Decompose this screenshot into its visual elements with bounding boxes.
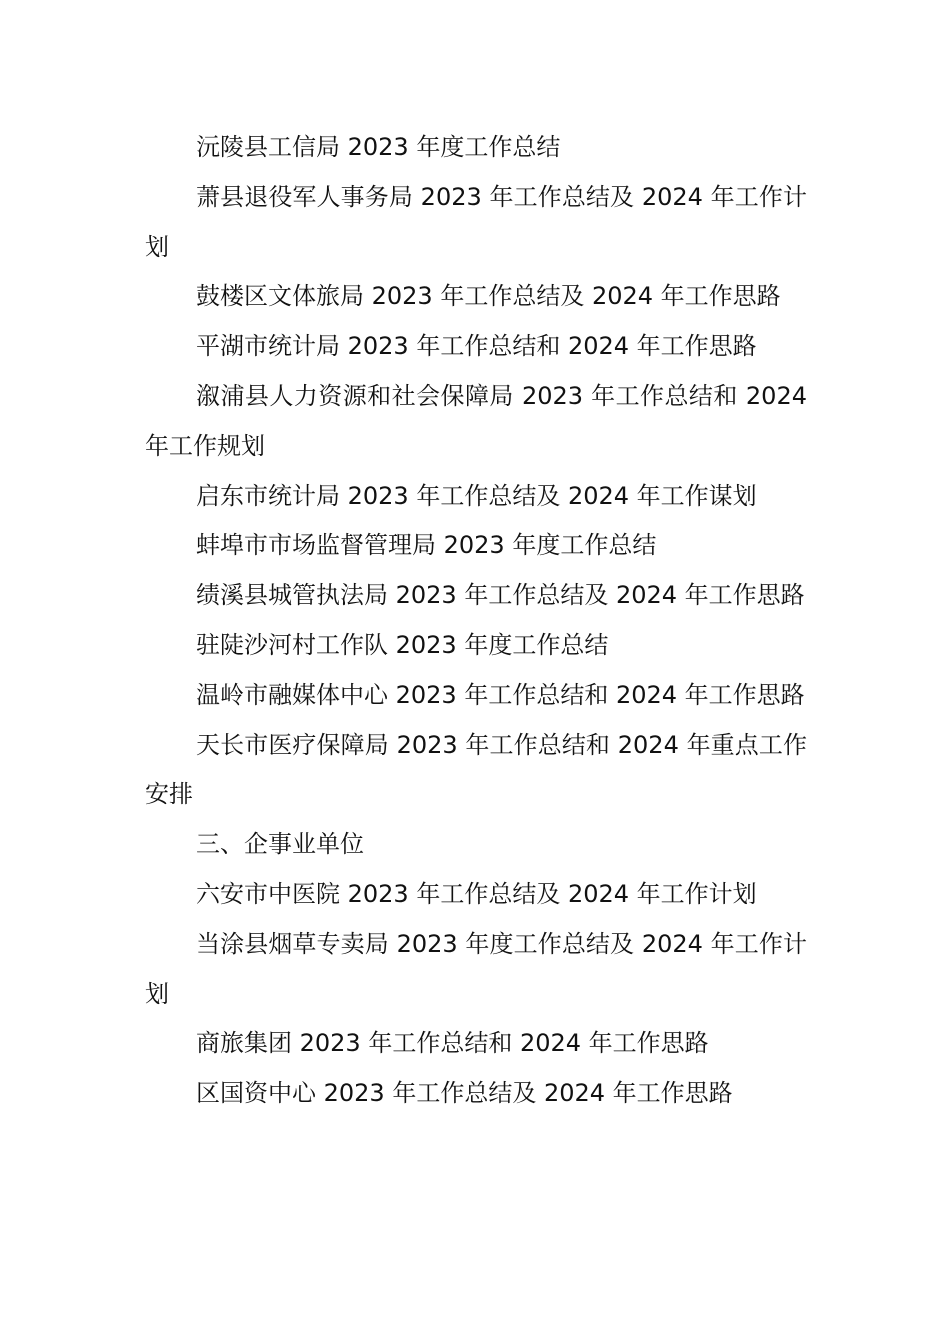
section-heading: 三、企事业单位 [196,830,364,859]
list-item: 驻陡沙河村工作队 2023 年度工作总结 [196,630,609,659]
list-item: 区国资中心 2023 年工作总结及 2024 年工作思路 [196,1079,733,1108]
document-page [145,123,807,1119]
list-item: 天长市医疗保障局 2023 年工作总结和 2024 年重点工作安排 [145,730,807,809]
list-item: 当涂县烟草专卖局 2023 年度工作总结及 2024 年工作计划 [145,929,807,1008]
list-item: 蚌埠市市场监督管理局 2023 年度工作总结 [196,531,657,560]
list-item: 启东市统计局 2023 年工作总结及 2024 年工作谋划 [196,481,757,510]
list-item: 溆浦县人力资源和社会保障局 2023 年工作总结和 2024 年工作规划 [145,381,807,460]
list-item: 萧县退役军人事务局 2023 年工作总结及 2024 年工作计划 [145,182,807,261]
list-item: 平湖市统计局 2023 年工作总结和 2024 年工作思路 [196,332,757,361]
list-item: 六安市中医院 2023 年工作总结及 2024 年工作计划 [196,879,757,908]
list-item: 沅陵县工信局 2023 年度工作总结 [196,133,561,161]
list-item: 鼓楼区文体旅局 2023 年工作总结及 2024 年工作思路 [196,282,781,311]
list-item: 商旅集团 2023 年工作总结和 2024 年工作思路 [196,1029,709,1058]
list-item: 温岭市融媒体中心 2023 年工作总结和 2024 年工作思路 [196,680,805,709]
list-item: 绩溪县城管执法局 2023 年工作总结及 2024 年工作思路 [196,581,805,610]
